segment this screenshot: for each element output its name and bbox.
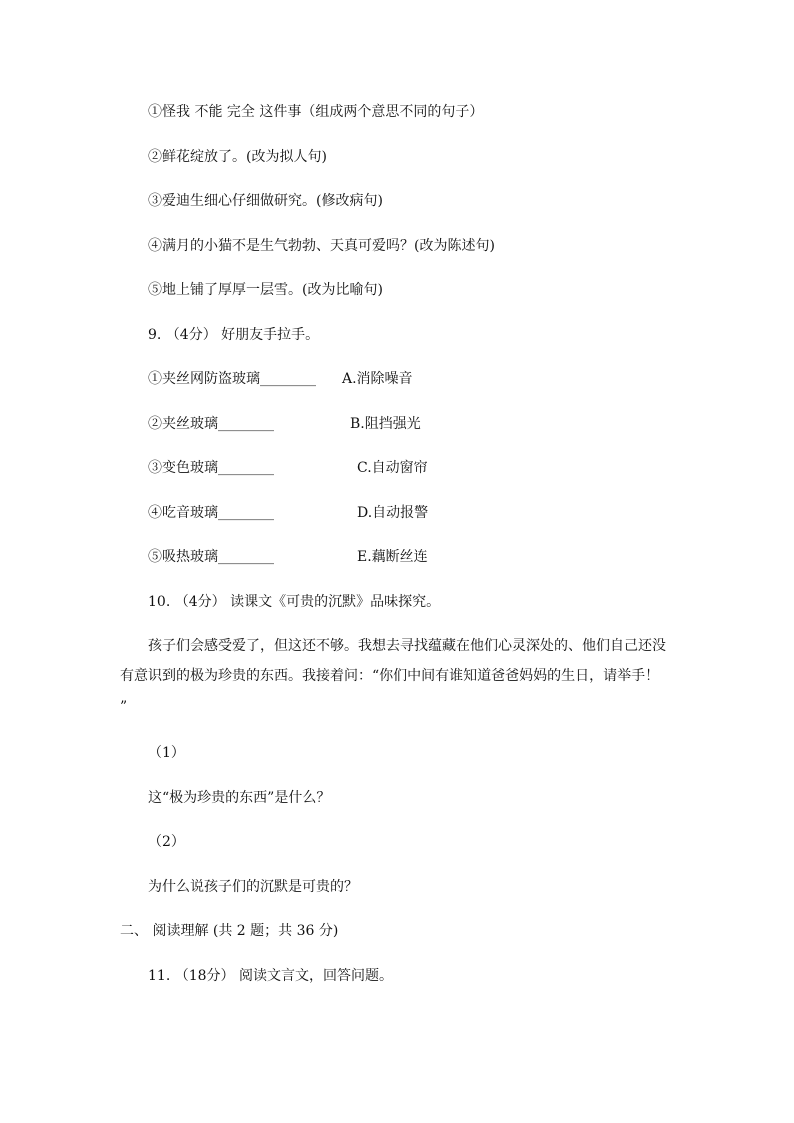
q10-sub1-question: 这“极为珍贵的东西”是什么？ bbox=[148, 790, 331, 806]
q8-item-1: ①怪我 不能 完全 这件事（组成两个意思不同的句子） bbox=[148, 104, 484, 120]
q9-left-2: ②夹丝玻璃________ bbox=[148, 416, 274, 432]
q10-passage-line-1: 孩子们会感受爱了，但这还不够。我想去寻找蕴藏在他们心灵深处的、他们自己还没 bbox=[148, 638, 666, 654]
q9-right-d: D.自动报警 bbox=[357, 505, 429, 521]
q9-title: 9. （4分） 好朋友手拉手。 bbox=[148, 327, 320, 343]
q10-passage-line-3: ” bbox=[120, 699, 128, 715]
q9-left-3: ③变色玻璃________ bbox=[148, 460, 274, 476]
q11-title: 11. （18分） 阅读文言文，回答问题。 bbox=[148, 968, 393, 984]
q8-item-2: ②鲜花绽放了。(改为拟人句) bbox=[148, 149, 327, 165]
q9-right-e: E.藕断丝连 bbox=[357, 549, 428, 565]
q8-item-4: ④满月的小猫不是生气勃勃、天真可爱吗？(改为陈述句) bbox=[148, 238, 495, 254]
q9-right-c: C.自动窗帘 bbox=[357, 460, 428, 476]
q9-right-b: B.阻挡强光 bbox=[350, 416, 421, 432]
q10-sub2-question: 为什么说孩子们的沉默是可贵的？ bbox=[148, 879, 358, 895]
q9-left-4: ④吃音玻璃________ bbox=[148, 505, 274, 521]
q9-left-1: ①夹丝网防盗玻璃________ bbox=[148, 371, 316, 387]
q9-right-a: A.消除噪音 bbox=[342, 371, 413, 387]
q10-sub2-number: （2） bbox=[148, 834, 185, 850]
q8-item-3: ③爱迪生细心仔细做研究。(修改病句) bbox=[148, 193, 383, 209]
q10-sub1-number: （1） bbox=[148, 745, 185, 761]
q9-left-5: ⑤吸热玻璃________ bbox=[148, 549, 274, 565]
section-2-heading: 二、 阅读理解 (共 2 题；共 36 分) bbox=[120, 923, 339, 939]
q10-passage-line-2: 有意识到的极为珍贵的东西。我接着问：“你们中间有谁知道爸爸妈妈的生日，请举手！ bbox=[120, 668, 660, 684]
q10-title: 10. （4分） 读课文《可贵的沉默》品味探究。 bbox=[148, 594, 441, 610]
q8-item-5: ⑤地上铺了厚厚一层雪。(改为比喻句) bbox=[148, 282, 383, 298]
